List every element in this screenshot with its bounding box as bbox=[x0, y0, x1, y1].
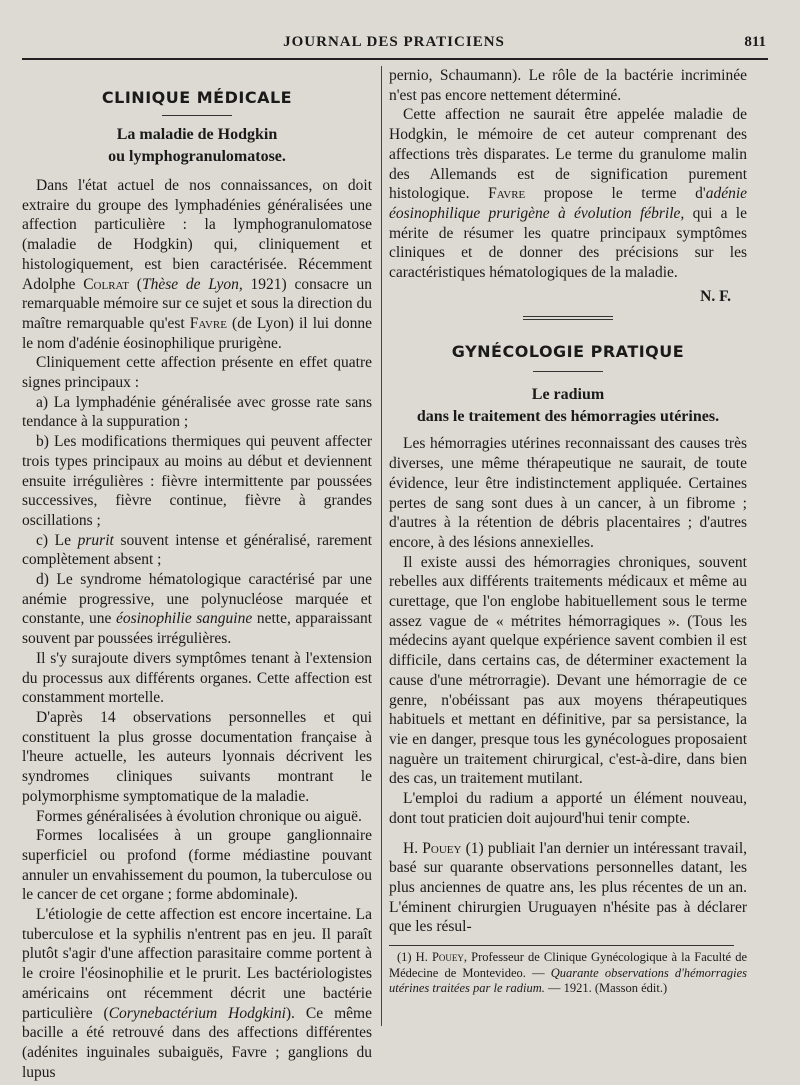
section-title-clinique: CLINIQUE MÉDICALE bbox=[101, 88, 293, 107]
paragraph: c) Le prurit souvent intense et généralisé, rarement complètement absent ; bbox=[22, 531, 373, 569]
paragraph: d) Le syndrome hématologique caractérisé par une anémie progressive, une polynucléose marquée et constante, une éosinophilie sanguine nette, apparaissant souvent par poussées irrégulières. bbox=[22, 571, 373, 648]
article-title-radium-line2: dans le traitement des hémorragies utérines. bbox=[416, 408, 720, 426]
paragraph: b) Les modifications thermiques qui peuvent affecter trois types principaux au moins au début et deviennent ensuite irrégulières : fièvre intermittente par poussées successives, fièvre continue, fièvre à grandes oscillations ; bbox=[22, 433, 372, 529]
left-column bbox=[22, 66, 372, 1082]
author-name: Pouey bbox=[422, 839, 462, 857]
journal-title: JOURNAL DES PRATICIENS bbox=[283, 34, 505, 50]
paragraph: pernio, Schaumann). Le rôle de la bactérie incriminée n'est pas encore nettement déterminé. bbox=[389, 67, 747, 104]
author-signature: N. F. bbox=[700, 287, 731, 305]
column-divider bbox=[381, 66, 382, 1026]
header-rule bbox=[22, 58, 768, 60]
paragraph: Il s'y surajoute divers symptômes tenant à l'extension du processus aux différents organes. Cette affection est constamment mortelle. bbox=[22, 649, 372, 707]
page-header bbox=[22, 32, 766, 56]
footnote: (1) H. Pouey, Professeur de Clinique Gynécologique à la Faculté de Médecine de Montevideo. — Quarante observations d'hémorragies utérines traitées par le radium. — 1921. (Masson édit.) bbox=[389, 950, 747, 996]
section-title-gynecologie: GYNÉCOLOGIE PRATIQUE bbox=[451, 342, 685, 362]
paragraph: L'emploi du radium a apporté un élément nouveau, dont tout praticien doit aujourd'hui tenir compte. bbox=[389, 790, 747, 827]
author-name: Colrat bbox=[83, 275, 129, 293]
paragraph: Dans l'état actuel de nos connaissances, on doit extraire du groupe des lymphadénies généralisées une affection particulière : la lymphogranulomatose (maladie de Hodgkin) qui, cliniquement et histologiquement, est bien caractérisée. Récemment Adolphe Colrat (Thèse de Lyon, 1921) consacre un remarquable mémoire sur ce sujet et sous la direction du maître remarquable qu'est Favre (de Lyon) il lui donne le nom d'adénie éosinophilique prurigène. bbox=[22, 177, 373, 352]
paragraph: Formes localisées à un groupe ganglionnaire superficiel ou profond (forme médiastine pouvant annuler un envahissement du poumon, la tuberculose ou le cancer de cet organe ; forme abdominale). bbox=[22, 827, 372, 904]
paragraph: Les hémorragies utérines reconnaissant des causes très diverses, une même thérapeutique ne saurait, de toute évidence, leur être indistinctement appliquée. Certaines pertes de sang sont dues à un cancer, à un fibrome ; d'autres à la rétention de débris placentaires ; d'autres encore, à des lésions annexielles. bbox=[389, 435, 747, 551]
paragraph: Il existe aussi des hémorragies chroniques, souvent rebelles aux différents traitements médicaux et même au curettage, que l'on englobe habituellement sous le terme assez vague de « métrites hémorragiques ». (Tous les médecins ayant quelque expérience savent combien il est difficile, dans certains cas, de déterminer exactement la cause d'une métrorragie). Devant une hémorragie de ce genre, n'obéissant pas aux moyens thérapeutiques habituels et mettant en définitive, par sa persistance, la vie en danger, presque tous les gynécologues proposaient naguère un traitement chirurgical, c'est-à-dire, dans bien des cas, un traitement mutilant. bbox=[389, 553, 747, 788]
article-title-hodgkin-line1: La maladie de Hodgkin bbox=[116, 126, 278, 143]
page-number: 811 bbox=[744, 34, 766, 50]
paragraph: a) La lymphadénie généralisée avec grosse rate sans tendance à la suppuration ; bbox=[22, 393, 372, 431]
article-title-radium-line1: Le radium bbox=[531, 386, 605, 404]
article-title-hodgkin-line2: ou lymphogranulomatose. bbox=[108, 148, 286, 165]
paragraph: H. Pouey (1) publiait l'an dernier un intéressant travail, basé sur quarante observations personnelles datant, les plus anciennes de quatre ans, les plus récentes de un an. L'éminent chirurgien Uruguayen n'hésite pas à déclarer que les résul- bbox=[389, 839, 748, 936]
right-column bbox=[389, 66, 747, 997]
footnote-rule bbox=[389, 945, 734, 946]
author-name: Favre bbox=[189, 314, 227, 332]
author-name: Favre bbox=[488, 185, 526, 203]
paragraph: Cliniquement cette affection présente en effet quatre signes principaux : bbox=[22, 354, 372, 392]
paragraph: Formes généralisées à évolution chronique ou aiguë. bbox=[36, 807, 362, 825]
paragraph: L'étiologie de cette affection est encore incertaine. La tuberculose et la syphilis n'entrent pas en jeu. Il paraît plutôt s'agir d'une affection parasitaire comme portent à le croire l'éosinophilie et le prurit. Les bactériologistes américains ont récemment décrit une bactérie particulière (Corynebactérium Hodgkini). Ce même bacille a été retrouvé dans des affections différentes (adénites inguinales subaiguës, Favre ; ganglions du lupus bbox=[22, 906, 372, 1081]
paragraph: Cette affection ne saurait être appelée maladie de Hodgkin, le mémoire de cet auteur comprenant des affections très disparates. Le terme du granulome malin des Allemands est de signification purement histologique. Favre propose le terme d'adénie éosinophilique prurigène à évolution fébrile, qui a le mérite de résumer les quatre principaux symptômes cliniques et de donner des précisions sur les caractéristiques hématologiques de la maladie. bbox=[389, 106, 748, 282]
paragraph: D'après 14 observations personnelles et qui constituent la plus grosse documentation française à l'heure actuelle, les auteurs lyonnais décrivent les syndromes cliniques suivants montrant le polymorphisme symptomatique de la maladie. bbox=[22, 708, 372, 805]
